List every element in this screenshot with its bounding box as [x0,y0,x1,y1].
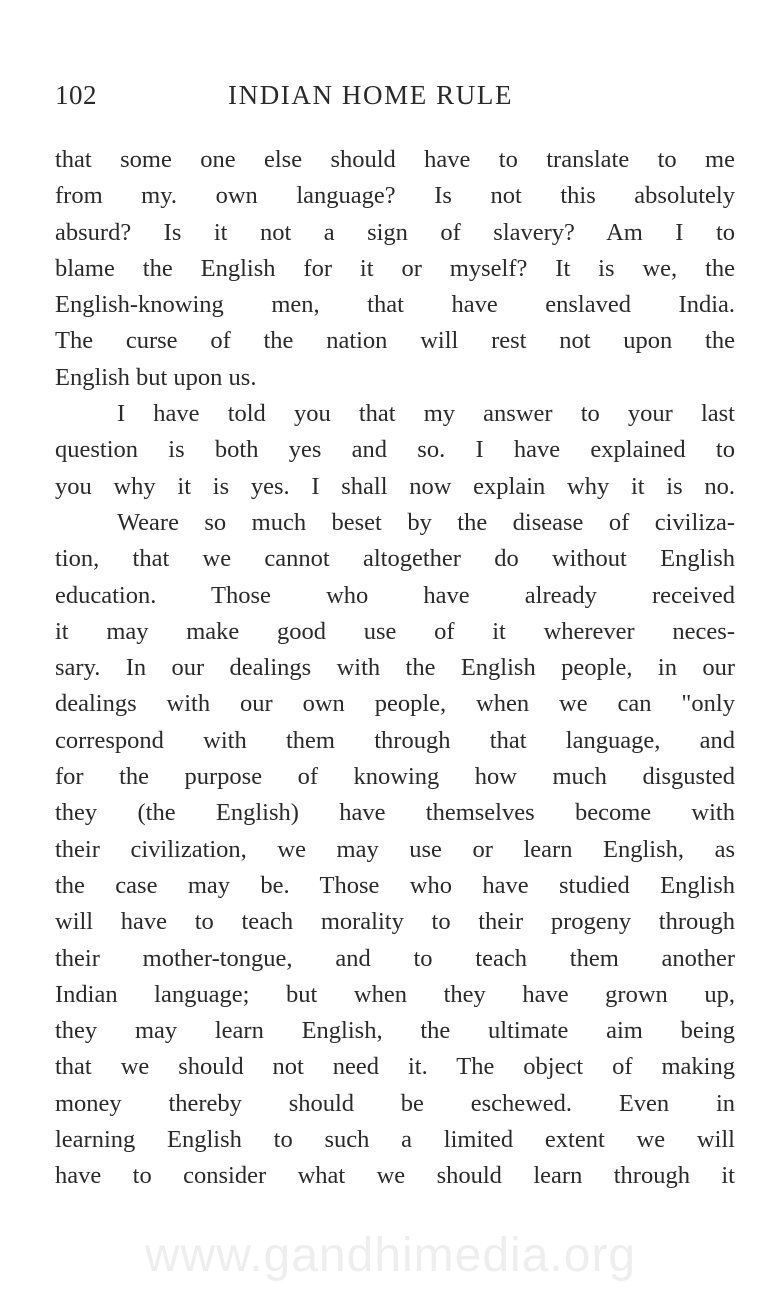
text-line: English-knowing men, that have enslaved India. [55,291,735,319]
running-title: INDIAN HOME RULE [228,80,514,110]
text-line: you why it is yes. I shall now explain why it is no. [55,472,735,500]
page-number: 102 [55,80,97,110]
text-line: dealings with our own people, when we can "only [55,690,735,718]
text-line: question is both yes and so. I have explained to [55,436,735,464]
text-line: absurd? Is it not a sign of slavery? Am I to [55,218,735,246]
text-line: education. Those who have already received [55,581,735,609]
page-header [55,80,735,120]
text-line: money thereby should be eschewed. Even in [55,1089,735,1117]
text-line: tion, that we cannot altogether do without English [55,545,735,573]
text-line: that some one else should have to translate to me [55,146,735,173]
text-line: have to consider what we should learn through it [55,1162,735,1190]
text-line: I have told you that my answer to your last [117,400,735,428]
text-line: that we should not need it. The object of making [55,1053,735,1081]
text-line: their civilization, we may use or learn English, as [55,835,735,863]
text-line: Indian language; but when they have grown up, [55,980,735,1008]
text-line: sary. In our dealings with the English people, in our [55,654,735,682]
body-text [55,142,735,1195]
text-line: they (the English) have themselves become with [55,799,735,827]
text-line: from my. own language? Is not this absolutely [55,182,735,210]
text-line: it may make good use of it wherever neces- [55,617,735,645]
text-line: correspond with them through that language, and [55,726,735,754]
text-line: for the purpose of knowing how much disgusted [55,763,735,791]
text-line: they may learn English, the ultimate aim being [55,1017,735,1045]
text-line: blame the English for it or myself? It is we, the [55,254,735,282]
watermark: www.gandhimedia.org [144,1229,637,1282]
text-line: the case may be. Those who have studied English [55,871,735,899]
text-line: English but upon us. [55,363,257,391]
text-line: The curse of the nation will rest not upon the [55,327,735,355]
text-line: learning English to such a limited extent we will [55,1126,735,1154]
text-line: their mother-tongue, and to teach them another [55,944,735,972]
text-line: will have to teach morality to their progeny through [55,908,735,936]
text-line: Weare so much beset by the disease of civiliza- [117,508,735,536]
